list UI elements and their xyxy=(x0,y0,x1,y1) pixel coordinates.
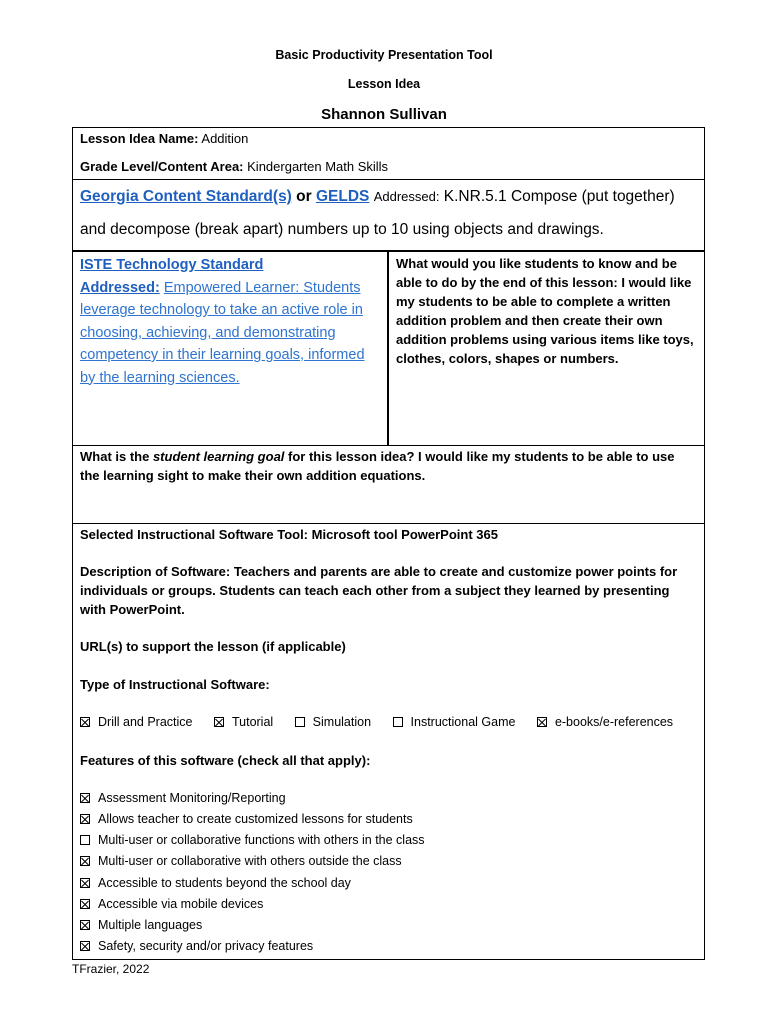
feature-label: Accessible to students beyond the school day xyxy=(98,876,351,890)
standard-code-text: K.NR.5.1 Compose (put together) xyxy=(443,188,675,205)
type-option[interactable] xyxy=(393,713,516,732)
feature-item[interactable] xyxy=(80,874,351,893)
iste-text xyxy=(80,254,385,389)
type-option-label: Tutorial xyxy=(231,715,274,729)
grade-level-line xyxy=(80,157,388,176)
lesson-name-value: Addition xyxy=(201,131,249,146)
standards-line-1 xyxy=(80,187,675,206)
learning-goal-row xyxy=(72,446,705,524)
checkbox-checked-icon[interactable] xyxy=(80,793,90,803)
feature-label: Accessible via mobile devices xyxy=(98,897,264,911)
features-label: Features of this software (check all that apply): xyxy=(80,753,371,768)
goal-suffix: for this lesson idea? I would like my students to be able to use xyxy=(284,449,675,464)
addressed-label: Addressed: xyxy=(373,189,440,204)
type-option-label: Drill and Practice xyxy=(98,715,193,729)
lesson-info-row xyxy=(72,127,705,180)
learning-goal-line-2: the learning sight to make their own addition equations. xyxy=(80,468,426,483)
goal-emphasis: student learning goal xyxy=(152,449,285,464)
know-do-line: addition problems using various items like toys, xyxy=(396,332,694,347)
footer-credit: TFrazier, 2022 xyxy=(72,962,150,976)
checkbox-checked-icon[interactable] xyxy=(80,941,90,951)
know-do-line: addition problem and then create their own xyxy=(396,313,663,328)
standards-line-2: and decompose (break apart) numbers up to 10 using objects and drawings. xyxy=(80,221,604,238)
goal-prefix: What is the xyxy=(80,449,153,464)
feature-label: Assessment Monitoring/Reporting xyxy=(98,791,286,805)
iste-row xyxy=(72,252,705,446)
iste-title[interactable]: ISTE Technology Standard xyxy=(80,257,264,273)
iste-standard-line[interactable]: choosing, achieving, and demonstrating xyxy=(80,324,336,341)
author-name: Shannon Sullivan xyxy=(321,106,447,123)
feature-item[interactable] xyxy=(80,852,402,871)
type-option-label: Instructional Game xyxy=(410,715,516,729)
type-option-label: e-books/e-references xyxy=(554,715,674,729)
iste-standard-line[interactable]: Empowered Learner: Students xyxy=(163,279,361,296)
checkbox-checked-icon[interactable] xyxy=(214,717,224,727)
type-option[interactable] xyxy=(537,713,673,732)
doc-subtitle: Lesson Idea xyxy=(347,77,421,91)
checkbox-checked-icon[interactable] xyxy=(80,878,90,888)
checkbox-unchecked-icon[interactable] xyxy=(295,717,305,727)
iste-standard-line[interactable]: leverage technology to take an active role in xyxy=(80,302,363,318)
feature-label: Multi-user or collaborative functions with others in the class xyxy=(98,833,425,847)
iste-standard-line[interactable]: by the learning sciences. xyxy=(80,369,240,386)
georgia-standards-link[interactable]: Georgia Content Standard(s) xyxy=(80,188,292,205)
software-type-options xyxy=(80,713,691,732)
or-text: or xyxy=(296,188,312,205)
doc-title: Basic Productivity Presentation Tool xyxy=(275,48,493,62)
lesson-name-line xyxy=(80,129,248,148)
know-do-line: able to do by the end of this lesson: I would like xyxy=(396,275,692,290)
checkbox-checked-icon[interactable] xyxy=(80,920,90,930)
software-tool-line: Selected Instructional Software Tool: Microsoft tool PowerPoint 365 xyxy=(80,527,498,542)
feature-item[interactable] xyxy=(80,937,313,956)
feature-label: Multiple languages xyxy=(98,918,203,932)
checkbox-checked-icon[interactable] xyxy=(80,856,90,866)
feature-item[interactable] xyxy=(80,789,286,808)
iste-standard-line[interactable]: competency in their learning goals, informed xyxy=(80,347,365,363)
know-do-line: clothes, colors, shapes or numbers. xyxy=(396,351,619,366)
software-type-label: Type of Instructional Software: xyxy=(80,677,270,692)
feature-item[interactable] xyxy=(80,810,413,829)
url-line: URL(s) to support the lesson (if applicable) xyxy=(80,639,346,654)
grade-level-value: Kindergarten Math Skills xyxy=(247,159,389,174)
know-do-cell xyxy=(396,254,701,368)
type-option[interactable] xyxy=(295,713,371,732)
software-desc-line: individuals or groups. Students can teach each other from a subject they learned by presenting xyxy=(80,583,670,598)
type-option[interactable] xyxy=(80,713,192,732)
lesson-name-label: Lesson Idea Name: xyxy=(80,131,199,146)
feature-label: Allows teacher to create customized lessons for students xyxy=(98,812,413,826)
standards-row xyxy=(72,180,705,252)
feature-label: Safety, security and/or privacy features xyxy=(98,939,314,953)
type-option[interactable] xyxy=(214,713,273,732)
learning-goal-line-1 xyxy=(80,447,675,466)
grade-level-label: Grade Level/Content Area: xyxy=(80,159,244,174)
software-row xyxy=(72,524,705,960)
software-desc-line: Description of Software: Teachers and parents are able to create and customize power points for xyxy=(80,564,678,579)
software-desc-line: with PowerPoint. xyxy=(80,602,185,617)
checkbox-unchecked-icon[interactable] xyxy=(80,835,90,845)
feature-label: Multi-user or collaborative with others outside the class xyxy=(98,854,402,868)
iste-cell xyxy=(73,252,389,445)
feature-item[interactable] xyxy=(80,895,263,914)
feature-item[interactable] xyxy=(80,916,202,935)
iste-addressed-label: Addressed: xyxy=(80,279,160,296)
know-do-line: my students to be able to complete a written xyxy=(396,294,671,309)
checkbox-checked-icon[interactable] xyxy=(80,814,90,824)
checkbox-checked-icon[interactable] xyxy=(537,717,547,727)
gelds-link[interactable]: GELDS xyxy=(315,188,370,205)
feature-item[interactable] xyxy=(80,831,425,850)
checkbox-unchecked-icon[interactable] xyxy=(393,717,403,727)
know-do-line: What would you like students to know and be xyxy=(396,256,677,271)
checkbox-checked-icon[interactable] xyxy=(80,899,90,909)
checkbox-checked-icon[interactable] xyxy=(80,717,90,727)
type-option-label: Simulation xyxy=(312,715,372,729)
